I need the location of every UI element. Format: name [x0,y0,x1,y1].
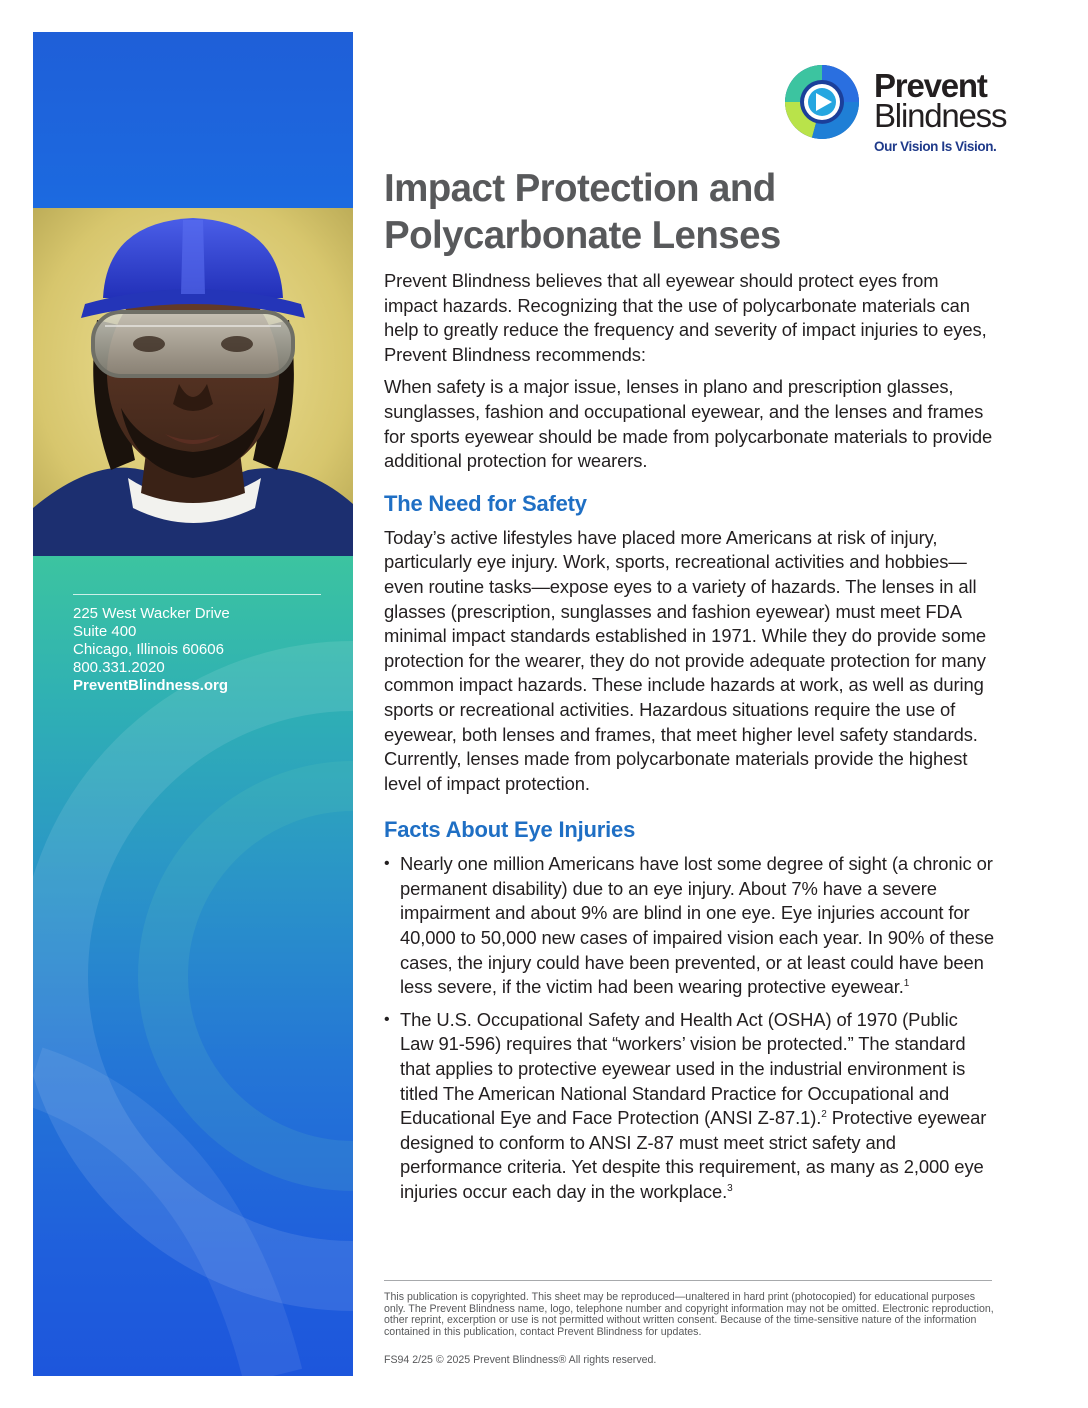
logo-tagline: Our Vision Is Vision. [874,139,997,154]
fact-2-text-a: The U.S. Occupational Safety and Health Act (OSHA) of 1970 (Public Law 91-596) requires that “workers’ vision be protected.” The standard that applies to protective eyewear used in the industrial environment is titled The American National Standard Practice for Occupational and Educational Eye and Face Protection (ANSI Z-87.1). [400,1008,966,1129]
list-item [384,852,994,1000]
address-suite: Suite 400 [73,623,137,640]
footnote-ref-3: 3 [727,1182,733,1194]
worker-portrait-photo [33,208,353,556]
section-heading-need-for-safety: The Need for Safety [384,490,587,516]
logo-word-blindness: Blindness [874,97,1007,134]
section-heading-facts: Facts About Eye Injuries [384,817,636,843]
contact-panel [33,556,353,1376]
left-column [33,32,353,1376]
main-content [384,165,994,1205]
facts-list [384,852,994,1204]
footnote-ref-2: 2 [821,1109,827,1121]
intro-paragraph-2: When safety is a major issue, lenses in plano and prescription glasses, sunglasses, fashion and occupational eyewear, and the lenses and frames for sports eyewear should be made from polycarbonate materials to provide additional protection for wearers. [384,376,993,472]
list-item [384,1008,994,1205]
publication-code: FS94 2/25 © 2025 Prevent Blindness® All rights reserved. [384,1354,657,1366]
copyright-note: This publication is copyrighted. This sheet may be reproduced—unaltered in hard print (photocopied) for educational purposes only. The Prevent Blindness name, logo, telephone number and copyright information may not be omitted. Electronic reproduction, other reprint, excerption or use is not permitted without written consent. Because of the time-sensitive nature of the information contained in this publication, contact Prevent Blindness for updates. [384,1291,994,1338]
need-for-safety-paragraph: Today’s active lifestyles have placed more Americans at risk of injury, particularly eye injury. Work, sports, recreational activities and hobbies—even routine tasks—expose eyes to a variety of hazards. The lenses in all glasses (prescription, sunglasses and fashion eyewear) must meet FDA minimal impact standards established in 1971. While they do provide some protection for the wearer, they do not provide adequate protection for many common impact hazards. These include hazards at work, as well as during sports or recreational activities. Hazardous situations require the use of eyewear, both lenses and frames, that meet higher level safety standards. Currently, lenses made from polycarbonate materials provide the highest level of impact protection. [384,526,987,794]
top-color-band [33,32,353,208]
website-link[interactable]: PreventBlindness.org [73,677,229,694]
address-block [73,605,333,695]
footnote-ref-1: 1 [903,978,910,990]
address-city: Chicago, Illinois 60606 [73,641,224,658]
footer-divider [384,1280,992,1281]
logo-word-prevent: Prevent [874,67,987,104]
logo-wordmark [874,67,1024,134]
page-title-line-2: Polycarbonate Lenses [384,214,781,257]
fact-1-text: Nearly one million Americans have lost some degree of sight (a chronic or permanent disability) due to an eye injury. About 7% have a severe impairment and about 9% are blind in one eye. Eye injuries account for 40,000 to 50,000 new cases of impaired vision each year. In 90% of these cases, the injury could have been prevented, or at least could have been less severe, if the victim had been wearing protective eyewear. [400,853,994,998]
logo [782,62,1022,162]
fact-2-text-b: Protective eyewear designed to conform to ANSI Z-87 must meet strict safety and performance criteria. Yet despite this requirement, as many as 2,000 eye injuries occur each day in the workplace. [400,1107,987,1202]
address-phone: 800.331.2020 [73,659,165,676]
page-title [384,165,994,259]
intro-paragraph-1: Prevent Blindness believes that all eyewear should protect eyes from impact hazards. Recognizing that the use of polycarbonate materials can help to greatly reduce the frequency and severity of impact injuries to eyes, Prevent Blindness recommends: [384,270,987,365]
address-street: 225 West Wacker Drive [73,605,230,622]
page-title-line-1: Impact Protection and [384,167,776,210]
prevent-blindness-logo-icon [782,62,862,142]
panel-divider [73,594,321,595]
worker-portrait-icon [33,208,353,556]
